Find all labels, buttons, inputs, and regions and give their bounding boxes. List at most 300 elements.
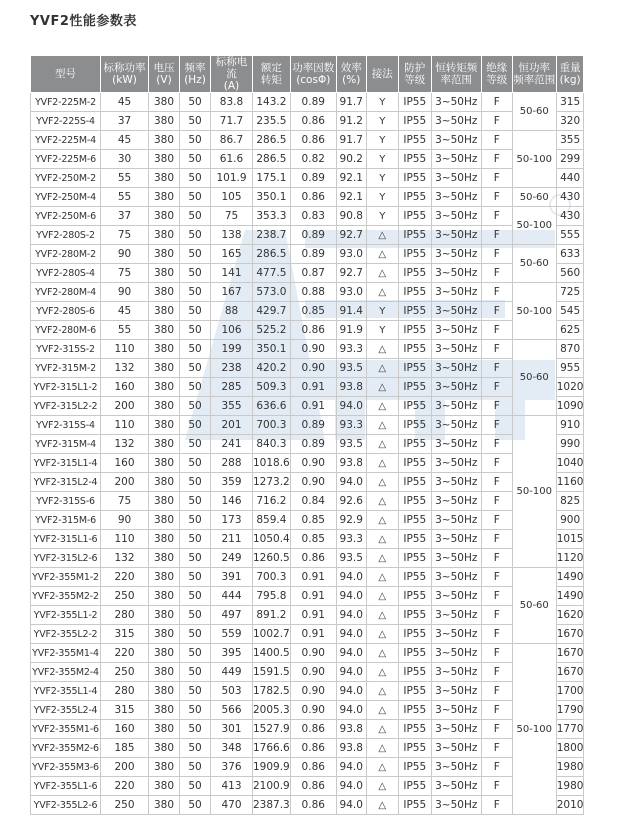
table-cell: △ <box>366 682 398 701</box>
table-cell: 355 <box>211 397 253 416</box>
table-cell: 380 <box>149 188 180 207</box>
table-cell: 220 <box>101 644 149 663</box>
table-cell: 1770 <box>556 720 584 739</box>
table-cell: 380 <box>149 150 180 169</box>
table-row <box>31 188 584 207</box>
table-cell: 380 <box>149 397 180 416</box>
table-cell: 380 <box>149 435 180 454</box>
table-cell: 50 <box>180 739 211 758</box>
table-cell: 380 <box>149 245 180 264</box>
table-cell: YVF2-355M3-6 <box>31 758 101 777</box>
table-cell: 0.83 <box>290 207 336 226</box>
table-cell: 93.5 <box>336 435 366 454</box>
table-cell: △ <box>366 625 398 644</box>
table-cell: F <box>481 644 512 663</box>
table-cell: 1040 <box>556 454 584 473</box>
table-cell: 380 <box>149 758 180 777</box>
table-row <box>31 264 584 283</box>
table-cell: 3~50Hz <box>431 720 481 739</box>
table-cell: 559 <box>211 625 253 644</box>
table-cell: 3~50Hz <box>431 283 481 302</box>
table-cell: 50 <box>180 378 211 397</box>
table-cell: IP55 <box>398 568 431 587</box>
table-cell: 380 <box>149 283 180 302</box>
table-cell: 94.0 <box>336 758 366 777</box>
table-cell: 50 <box>180 701 211 720</box>
table-cell: 93.8 <box>336 720 366 739</box>
table-cell: 891.2 <box>253 606 291 625</box>
table-cell: YVF2-250M-2 <box>31 169 101 188</box>
column-header-line2: 率范围 <box>440 74 472 86</box>
table-cell: 110 <box>101 340 149 359</box>
table-cell: F <box>481 530 512 549</box>
table-cell: 75 <box>211 207 253 226</box>
table-cell: 94.0 <box>336 568 366 587</box>
table-cell: F <box>481 378 512 397</box>
table-cell: 0.90 <box>290 454 336 473</box>
table-cell: 380 <box>149 720 180 739</box>
table-cell: 795.8 <box>253 587 291 606</box>
table-cell: 633 <box>556 245 584 264</box>
table-cell: 50 <box>180 454 211 473</box>
table-cell: 0.86 <box>290 131 336 150</box>
table-cell: 3~50Hz <box>431 568 481 587</box>
table-cell: 91.9 <box>336 321 366 340</box>
table-cell: 3~50Hz <box>431 454 481 473</box>
table-cell: 0.90 <box>290 359 336 378</box>
column-header-line2: (kg) <box>559 74 581 86</box>
table-cell: 725 <box>556 283 584 302</box>
table-cell: 286.5 <box>253 245 291 264</box>
column-header-line1: 电压 <box>153 62 175 74</box>
table-cell: 50 <box>180 169 211 188</box>
table-cell: 45 <box>101 302 149 321</box>
table-cell: 1490 <box>556 568 584 587</box>
table-cell: 1670 <box>556 644 584 663</box>
table-cell: F <box>481 758 512 777</box>
table-cell: 50 <box>180 758 211 777</box>
table-cell: △ <box>366 568 398 587</box>
table-cell: IP55 <box>398 378 431 397</box>
table-cell: YVF2-315S-6 <box>31 492 101 511</box>
table-cell: 840.3 <box>253 435 291 454</box>
table-row <box>31 530 584 549</box>
table-cell: 380 <box>149 416 180 435</box>
table-cell: 625 <box>556 321 584 340</box>
table-cell: 0.91 <box>290 606 336 625</box>
column-header <box>398 56 431 93</box>
table-cell: YVF2-315L1-6 <box>31 530 101 549</box>
table-cell: 50 <box>180 720 211 739</box>
table-cell: 0.86 <box>290 321 336 340</box>
table-cell: YVF2-225M-4 <box>31 131 101 150</box>
table-cell: 0.90 <box>290 473 336 492</box>
table-cell: F <box>481 777 512 796</box>
table-cell: F <box>481 131 512 150</box>
table-cell: 75 <box>101 226 149 245</box>
table-cell: F <box>481 321 512 340</box>
column-header-line2: (kW) <box>112 74 137 86</box>
table-cell: △ <box>366 720 398 739</box>
table-cell: IP55 <box>398 435 431 454</box>
table-cell: 3~50Hz <box>431 226 481 245</box>
table-cell: 110 <box>101 530 149 549</box>
table-cell: 37 <box>101 207 149 226</box>
table-cell: Y <box>366 93 398 112</box>
table-cell: △ <box>366 454 398 473</box>
table-cell: 0.86 <box>290 188 336 207</box>
table-cell: YVF2-225M-2 <box>31 93 101 112</box>
table-cell: 497 <box>211 606 253 625</box>
table-cell: 0.89 <box>290 245 336 264</box>
table-cell: 94.0 <box>336 625 366 644</box>
table-cell: 3~50Hz <box>431 606 481 625</box>
table-cell: 93.3 <box>336 340 366 359</box>
table-row <box>31 568 584 587</box>
column-header-line1: 功率因数 <box>292 62 335 74</box>
table-cell: 50 <box>180 359 211 378</box>
table-cell: 380 <box>149 739 180 758</box>
column-header-line2: (A) <box>223 80 240 92</box>
table-cell: 955 <box>556 359 584 378</box>
table-cell: 420.2 <box>253 359 291 378</box>
table-cell: 86.7 <box>211 131 253 150</box>
table-cell: 50 <box>180 416 211 435</box>
table-cell: YVF2-280S-4 <box>31 264 101 283</box>
table-row <box>31 796 584 815</box>
table-cell: IP55 <box>398 530 431 549</box>
table-cell: YVF2-280M-6 <box>31 321 101 340</box>
table-cell: YVF2-355L2-2 <box>31 625 101 644</box>
table-row <box>31 435 584 454</box>
table-cell: 391 <box>211 568 253 587</box>
table-cell: 3~50Hz <box>431 93 481 112</box>
table-cell: 3~50Hz <box>431 644 481 663</box>
column-header-line2: (Hz) <box>184 74 206 86</box>
table-cell: 555 <box>556 226 584 245</box>
table-cell: 241 <box>211 435 253 454</box>
table-cell: 315 <box>101 625 149 644</box>
table-cell: 380 <box>149 777 180 796</box>
table-row <box>31 606 584 625</box>
table-row <box>31 416 584 435</box>
table-row <box>31 644 584 663</box>
table-cell: 94.0 <box>336 701 366 720</box>
table-cell: YVF2-355L1-6 <box>31 777 101 796</box>
table-cell: YVF2-315L1-4 <box>31 454 101 473</box>
table-header-row <box>31 56 584 93</box>
table-cell: 110 <box>101 416 149 435</box>
table-cell: 3~50Hz <box>431 663 481 682</box>
const-power-freq-range-cell: 50-100 <box>512 207 556 245</box>
table-cell: IP55 <box>398 682 431 701</box>
const-power-freq-range-cell: 50-100 <box>512 416 556 568</box>
table-cell: 93.5 <box>336 359 366 378</box>
table-cell: IP55 <box>398 321 431 340</box>
table-cell: 0.91 <box>290 568 336 587</box>
table-cell: 250 <box>101 663 149 682</box>
table-cell: 90.2 <box>336 150 366 169</box>
table-cell: 2005.3 <box>253 701 291 720</box>
table-cell: 1020 <box>556 378 584 397</box>
page-title: YVF2性能参数表 <box>30 14 137 29</box>
table-cell: 3~50Hz <box>431 682 481 701</box>
table-cell: 94.0 <box>336 473 366 492</box>
table-cell: 91.7 <box>336 131 366 150</box>
table-cell: 1980 <box>556 777 584 796</box>
table-cell: △ <box>366 663 398 682</box>
table-cell: 3~50Hz <box>431 625 481 644</box>
table-cell: 3~50Hz <box>431 530 481 549</box>
table-cell: 3~50Hz <box>431 511 481 530</box>
column-header-line1: 防护 <box>404 62 426 74</box>
table-cell: 90 <box>101 283 149 302</box>
table-cell: 106 <box>211 321 253 340</box>
table-cell: 3~50Hz <box>431 321 481 340</box>
table-cell: 1766.6 <box>253 739 291 758</box>
table-cell: 380 <box>149 378 180 397</box>
table-cell: 50 <box>180 207 211 226</box>
const-power-freq-range-cell: 50-100 <box>512 131 556 188</box>
table-cell: YVF2-315M-2 <box>31 359 101 378</box>
column-header-line2: 转矩 <box>260 74 282 86</box>
table-cell: 75 <box>101 264 149 283</box>
table-cell: 700.3 <box>253 416 291 435</box>
table-cell: YVF2-355L1-4 <box>31 682 101 701</box>
table-cell: F <box>481 663 512 682</box>
table-cell: F <box>481 549 512 568</box>
table-cell: 0.86 <box>290 720 336 739</box>
table-cell: 299 <box>556 150 584 169</box>
table-cell: F <box>481 340 512 359</box>
table-cell: 0.91 <box>290 378 336 397</box>
table-cell: 3~50Hz <box>431 739 481 758</box>
table-cell: YVF2-315S-4 <box>31 416 101 435</box>
table-cell: 30 <box>101 150 149 169</box>
table-cell: 288 <box>211 454 253 473</box>
table-row <box>31 473 584 492</box>
table-cell: 50 <box>180 188 211 207</box>
table-cell: YVF2-355M1-4 <box>31 644 101 663</box>
table-cell: 50 <box>180 549 211 568</box>
table-row <box>31 454 584 473</box>
table-row <box>31 283 584 302</box>
table-cell: IP55 <box>398 663 431 682</box>
table-cell: 165 <box>211 245 253 264</box>
table-cell: 249 <box>211 549 253 568</box>
performance-table <box>30 55 584 815</box>
table-cell: 50 <box>180 283 211 302</box>
table-cell: F <box>481 454 512 473</box>
table-cell: 1591.5 <box>253 663 291 682</box>
table-cell: 211 <box>211 530 253 549</box>
column-header <box>180 56 211 93</box>
table-cell: IP55 <box>398 644 431 663</box>
table-cell: 50 <box>180 796 211 815</box>
table-cell: 50 <box>180 644 211 663</box>
table-cell: 1120 <box>556 549 584 568</box>
table-cell: 2100.9 <box>253 777 291 796</box>
table-cell: 3~50Hz <box>431 416 481 435</box>
table-cell: 3~50Hz <box>431 302 481 321</box>
table-cell: 0.86 <box>290 796 336 815</box>
table-cell: 3~50Hz <box>431 796 481 815</box>
table-cell: 470 <box>211 796 253 815</box>
table-cell: △ <box>366 359 398 378</box>
table-cell: 0.90 <box>290 340 336 359</box>
table-cell: 2010 <box>556 796 584 815</box>
table-cell: 545 <box>556 302 584 321</box>
column-header-line1: 效率 <box>340 62 362 74</box>
table-cell: 88 <box>211 302 253 321</box>
table-cell: 238 <box>211 359 253 378</box>
table-cell: IP55 <box>398 758 431 777</box>
table-cell: YVF2-355M2-4 <box>31 663 101 682</box>
table-cell: Y <box>366 131 398 150</box>
column-header-line1: 标称电流 <box>215 56 248 80</box>
table-cell: 105 <box>211 188 253 207</box>
const-power-freq-range-cell: 50-60 <box>512 340 556 416</box>
column-header <box>556 56 584 93</box>
table-cell: 1018.6 <box>253 454 291 473</box>
table-cell: 3~50Hz <box>431 435 481 454</box>
table-cell: F <box>481 701 512 720</box>
table-cell: △ <box>366 777 398 796</box>
table-cell: 0.86 <box>290 739 336 758</box>
table-cell: YVF2-355L1-2 <box>31 606 101 625</box>
table-cell: △ <box>366 511 398 530</box>
table-cell: 348 <box>211 739 253 758</box>
table-cell: 380 <box>149 587 180 606</box>
table-cell: 380 <box>149 606 180 625</box>
table-cell: IP55 <box>398 207 431 226</box>
table-cell: YVF2-250M-4 <box>31 188 101 207</box>
table-cell: YVF2-315L2-2 <box>31 397 101 416</box>
table-cell: 250 <box>101 796 149 815</box>
table-cell: 93.5 <box>336 549 366 568</box>
table-cell: 0.85 <box>290 530 336 549</box>
table-cell: IP55 <box>398 549 431 568</box>
table-cell: 285 <box>211 378 253 397</box>
table-cell: 910 <box>556 416 584 435</box>
table-cell: 1670 <box>556 625 584 644</box>
table-cell: 90.8 <box>336 207 366 226</box>
table-cell: 0.91 <box>290 587 336 606</box>
table-cell: 132 <box>101 549 149 568</box>
table-cell: 91.7 <box>336 93 366 112</box>
table-cell: IP55 <box>398 454 431 473</box>
const-power-freq-range-cell: 50-100 <box>512 644 556 815</box>
table-row <box>31 359 584 378</box>
table-cell: 94.0 <box>336 606 366 625</box>
table-cell: 50 <box>180 511 211 530</box>
table-cell: 141 <box>211 264 253 283</box>
const-power-freq-range-cell: 50-60 <box>512 568 556 644</box>
table-cell: 350.1 <box>253 188 291 207</box>
table-cell: 61.6 <box>211 150 253 169</box>
table-cell: F <box>481 473 512 492</box>
table-cell: 1620 <box>556 606 584 625</box>
table-row <box>31 302 584 321</box>
table-cell: 0.86 <box>290 549 336 568</box>
column-header-line1: 恒转矩频 <box>435 62 478 74</box>
table-cell: 132 <box>101 359 149 378</box>
table-cell: 1700 <box>556 682 584 701</box>
table-cell: 45 <box>101 93 149 112</box>
table-cell: F <box>481 264 512 283</box>
column-header-line2: 频率范围 <box>513 74 556 86</box>
table-row <box>31 701 584 720</box>
table-cell: 55 <box>101 321 149 340</box>
table-cell: 3~50Hz <box>431 188 481 207</box>
table-cell: △ <box>366 530 398 549</box>
table-cell: 45 <box>101 131 149 150</box>
table-cell: 200 <box>101 397 149 416</box>
table-cell: 509.3 <box>253 378 291 397</box>
table-cell: 315 <box>556 93 584 112</box>
table-cell: F <box>481 739 512 758</box>
table-cell: 93.3 <box>336 416 366 435</box>
table-cell: 143.2 <box>253 93 291 112</box>
table-cell: 0.90 <box>290 682 336 701</box>
table-cell: YVF2-355L2-6 <box>31 796 101 815</box>
table-cell: F <box>481 587 512 606</box>
table-row <box>31 340 584 359</box>
table-cell: 380 <box>149 131 180 150</box>
table-cell: 380 <box>149 473 180 492</box>
table-cell: 132 <box>101 435 149 454</box>
table-cell: 50 <box>180 625 211 644</box>
table-row <box>31 245 584 264</box>
table-cell: IP55 <box>398 93 431 112</box>
table-row <box>31 682 584 701</box>
table-cell: 92.9 <box>336 511 366 530</box>
table-cell: 3~50Hz <box>431 492 481 511</box>
table-cell: 430 <box>556 207 584 226</box>
column-header-line1: 额定 <box>260 62 282 74</box>
table-cell: 3~50Hz <box>431 245 481 264</box>
table-cell: F <box>481 796 512 815</box>
table-cell: 320 <box>556 112 584 131</box>
table-cell: IP55 <box>398 245 431 264</box>
table-cell: 380 <box>149 454 180 473</box>
table-cell: 380 <box>149 644 180 663</box>
table-cell: 700.3 <box>253 568 291 587</box>
table-cell: 0.89 <box>290 93 336 112</box>
table-cell: F <box>481 169 512 188</box>
table-row <box>31 397 584 416</box>
table-cell: YVF2-355L2-4 <box>31 701 101 720</box>
table-cell: 1400.5 <box>253 644 291 663</box>
table-cell: 0.84 <box>290 492 336 511</box>
table-cell: F <box>481 492 512 511</box>
table-cell: 3~50Hz <box>431 264 481 283</box>
table-cell: △ <box>366 492 398 511</box>
table-cell: 2387.3 <box>253 796 291 815</box>
table-cell: 0.87 <box>290 264 336 283</box>
table-cell: 91.2 <box>336 112 366 131</box>
column-header <box>512 56 556 93</box>
table-cell: F <box>481 606 512 625</box>
table-cell: 1490 <box>556 587 584 606</box>
table-cell: 75 <box>101 492 149 511</box>
table-cell: 50 <box>180 606 211 625</box>
table-cell: 380 <box>149 701 180 720</box>
table-cell: YVF2-315L2-6 <box>31 549 101 568</box>
table-cell: 50 <box>180 112 211 131</box>
table-cell: △ <box>366 644 398 663</box>
table-cell: 440 <box>556 169 584 188</box>
